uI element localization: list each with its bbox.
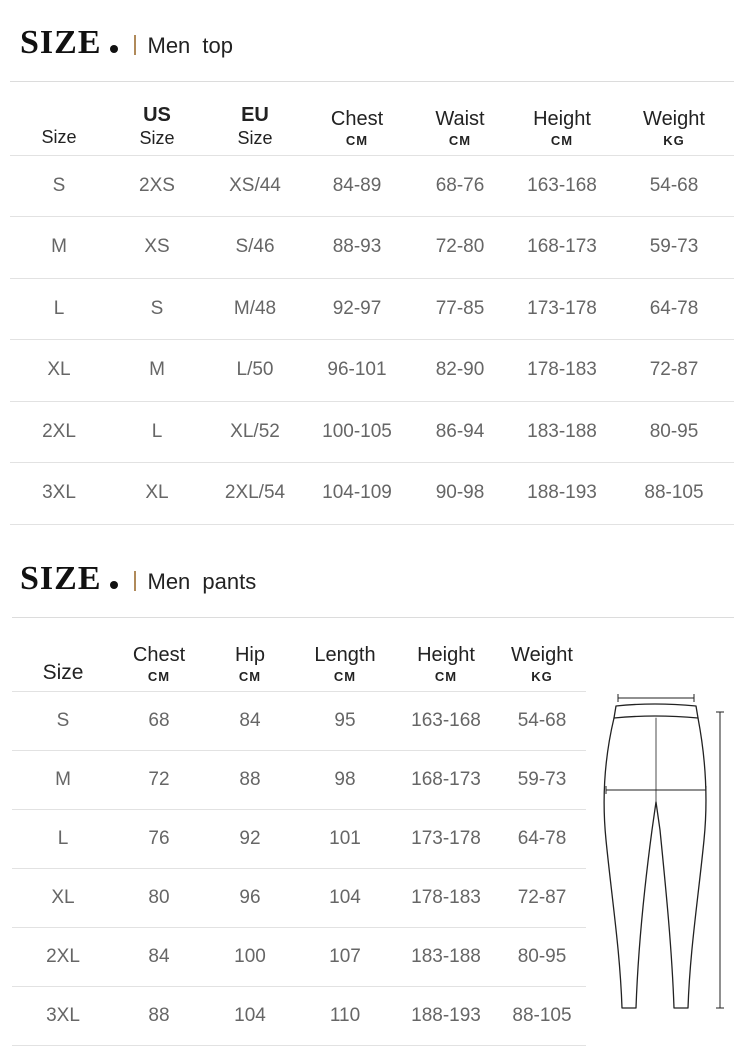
- cell: 168-173: [510, 217, 614, 279]
- cell: 88-93: [304, 217, 410, 279]
- table-row: [12, 868, 586, 927]
- pants-measurement-diagram-icon: [592, 690, 732, 1020]
- cell: XL: [10, 340, 108, 402]
- cell: 84: [114, 927, 204, 986]
- cell: 2XL: [10, 401, 108, 463]
- cell: 107: [296, 927, 394, 986]
- cell: 183-188: [394, 927, 498, 986]
- cell: 68-76: [410, 155, 510, 217]
- cell: 68: [114, 691, 204, 750]
- divider: [10, 81, 734, 82]
- cell: XL: [108, 463, 206, 525]
- cell: 54-68: [498, 691, 586, 750]
- dot-icon: [110, 45, 118, 53]
- cell: 64-78: [498, 809, 586, 868]
- cell: 100: [204, 927, 296, 986]
- cell: 110: [296, 986, 394, 1045]
- header-waist: Waist CM: [435, 107, 485, 148]
- cell: 95: [296, 691, 394, 750]
- pants-size-table: [12, 622, 586, 1046]
- header-weight: Weight KG: [511, 643, 573, 684]
- cell: S: [12, 691, 114, 750]
- cell: 173-178: [394, 809, 498, 868]
- table-row: [10, 155, 734, 217]
- table-row: [10, 217, 734, 279]
- cell: 188-193: [510, 463, 614, 525]
- cell: 163-168: [510, 155, 614, 217]
- table-row: [12, 986, 586, 1045]
- cell: M: [108, 340, 206, 402]
- cell: 80-95: [498, 927, 586, 986]
- cell: 88-105: [498, 986, 586, 1045]
- table-header-row: [12, 622, 586, 691]
- cell: 59-73: [498, 750, 586, 809]
- dot-icon: [110, 581, 118, 589]
- cell: 2XL: [12, 927, 114, 986]
- cell: 72-80: [410, 217, 510, 279]
- separator-bar: [134, 35, 136, 55]
- cell: L/50: [206, 340, 304, 402]
- table-row: [10, 278, 734, 340]
- cell: 178-183: [510, 340, 614, 402]
- cell: 188-193: [394, 986, 498, 1045]
- cell: 178-183: [394, 868, 498, 927]
- cell: 72-87: [614, 340, 734, 402]
- header-eu-size: EU Size: [237, 103, 273, 148]
- header-height: Height CM: [533, 107, 591, 148]
- cell: 64-78: [614, 278, 734, 340]
- cell: XS: [108, 217, 206, 279]
- header-chest: Chest CM: [132, 643, 186, 684]
- header-hip: Hip CM: [234, 643, 265, 684]
- cell: 77-85: [410, 278, 510, 340]
- section-subtitle: Men top: [147, 33, 233, 58]
- cell: M: [12, 750, 114, 809]
- cell: 92-97: [304, 278, 410, 340]
- header-length: Length CM: [314, 643, 376, 684]
- cell: 96-101: [304, 340, 410, 402]
- size-heading: SIZE: [20, 560, 102, 597]
- cell: 88-105: [614, 463, 734, 525]
- table-row: [10, 401, 734, 463]
- cell: 3XL: [12, 986, 114, 1045]
- cell: 88: [204, 750, 296, 809]
- cell: 80: [114, 868, 204, 927]
- table-row: [12, 750, 586, 809]
- cell: 88: [114, 986, 204, 1045]
- pants-section-title: [20, 560, 256, 598]
- cell: 98: [296, 750, 394, 809]
- header-size: Size: [41, 126, 77, 147]
- cell: XL: [12, 868, 114, 927]
- cell: 86-94: [410, 401, 510, 463]
- separator-bar: [134, 571, 136, 591]
- cell: 2XS: [108, 155, 206, 217]
- cell: S: [108, 278, 206, 340]
- cell: 72: [114, 750, 204, 809]
- table-row: [12, 927, 586, 986]
- cell: 96: [204, 868, 296, 927]
- cell: 104-109: [304, 463, 410, 525]
- header-chest: Chest CM: [330, 107, 384, 148]
- cell: M/48: [206, 278, 304, 340]
- cell: 54-68: [614, 155, 734, 217]
- cell: L: [108, 401, 206, 463]
- cell: 2XL/54: [206, 463, 304, 525]
- cell: 183-188: [510, 401, 614, 463]
- cell: S: [10, 155, 108, 217]
- cell: 80-95: [614, 401, 734, 463]
- section-subtitle: Men pants: [147, 569, 257, 594]
- cell: 168-173: [394, 750, 498, 809]
- cell: 92: [204, 809, 296, 868]
- top-section-title: [20, 24, 233, 62]
- cell: 90-98: [410, 463, 510, 525]
- cell: L: [10, 278, 108, 340]
- cell: 163-168: [394, 691, 498, 750]
- table-row: [10, 340, 734, 402]
- divider: [12, 617, 734, 618]
- cell: 101: [296, 809, 394, 868]
- header-size: Size: [42, 660, 84, 684]
- cell: 173-178: [510, 278, 614, 340]
- cell: XS/44: [206, 155, 304, 217]
- cell: L: [12, 809, 114, 868]
- cell: 100-105: [304, 401, 410, 463]
- cell: 104: [296, 868, 394, 927]
- cell: 104: [204, 986, 296, 1045]
- table-row: [12, 691, 586, 750]
- header-us-size: US Size: [139, 103, 175, 148]
- table-header-row: [10, 86, 734, 155]
- cell: 82-90: [410, 340, 510, 402]
- cell: 72-87: [498, 868, 586, 927]
- size-heading: SIZE: [20, 24, 102, 61]
- header-height: Height CM: [417, 643, 475, 684]
- cell: 3XL: [10, 463, 108, 525]
- cell: 84-89: [304, 155, 410, 217]
- top-size-table: [10, 86, 734, 525]
- cell: S/46: [206, 217, 304, 279]
- header-weight: Weight KG: [643, 107, 705, 148]
- table-row: [10, 463, 734, 525]
- cell: XL/52: [206, 401, 304, 463]
- cell: 84: [204, 691, 296, 750]
- cell: 76: [114, 809, 204, 868]
- cell: 59-73: [614, 217, 734, 279]
- table-row: [12, 809, 586, 868]
- cell: M: [10, 217, 108, 279]
